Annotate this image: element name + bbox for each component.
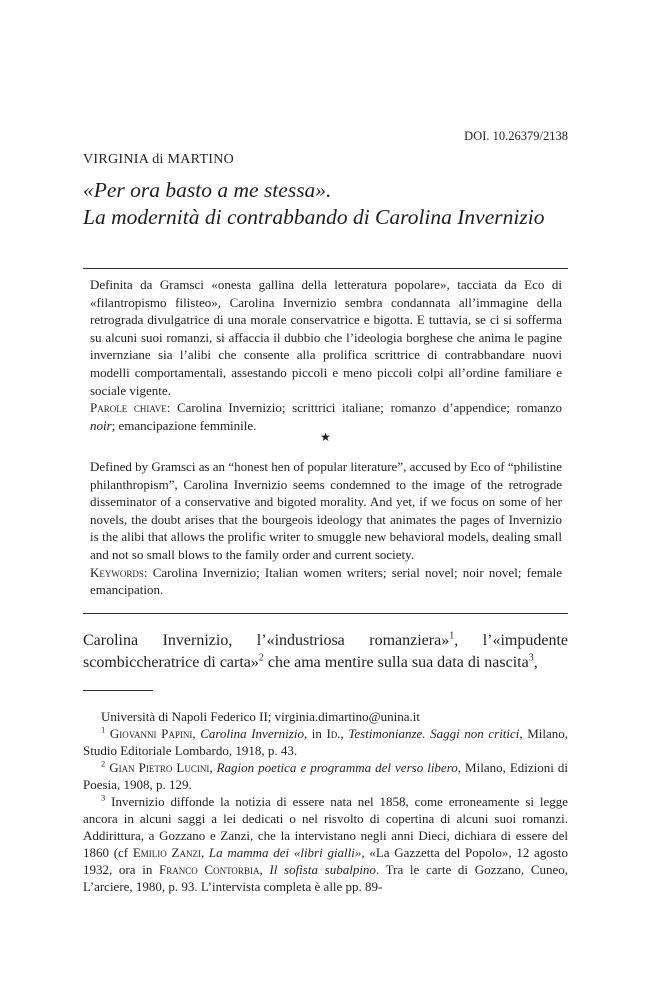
title-line-1: «Per ora basto a me stessa». xyxy=(83,178,332,202)
body-span: , l’«impudente scombiccheratrice di carta» xyxy=(83,632,569,671)
footnote-ref-3[interactable]: 3 xyxy=(528,652,534,664)
keywords-it-noir: noir xyxy=(90,417,112,433)
footnote-id: Id. xyxy=(326,726,341,741)
footnote-work: Testimonianze. Saggi non critici xyxy=(348,726,520,741)
keywords-label-it: Parole chiave xyxy=(90,400,167,416)
footnote-ref-1[interactable]: 1 xyxy=(449,630,455,642)
author-name: VIRGINIA di MARTINO xyxy=(83,152,235,167)
section-separator-star: ★ xyxy=(320,430,331,444)
footnote-ref-2[interactable]: 2 xyxy=(258,652,264,664)
abstract-italian xyxy=(90,276,562,434)
footnote-author: Giovanni Papini xyxy=(109,726,193,741)
footnote-author: Emilio Zanzi xyxy=(132,845,201,860)
body-text xyxy=(83,630,568,674)
footnote-text: . Tra le carte di Gozzano, Cuneo, L’arciere, 1980, p. 93. L’intervista completa è alle pp. 89- xyxy=(83,862,569,894)
fn-sep: , xyxy=(209,760,217,775)
article-title xyxy=(83,177,544,231)
footnote-text: Invernizio diffonde la notizia di essere nata nel 1858, come erroneamente si legge ancora in alcuni saggi a lei dedicati o nel risvolto di copertina di alcuni suoi romanzi. Addirittura, a Gozzano e Zanzi, che la intervistano negli anni Dieci, dichiara di essere del 1860 (cf xyxy=(83,794,569,860)
fn-sep: , xyxy=(200,845,209,860)
body-span: che ama mentire sulla sua data di nascita xyxy=(263,654,529,671)
body-span: Carolina Invernizio, l’«industriosa romanziera» xyxy=(83,632,450,649)
footnote-number: 2 xyxy=(101,758,106,769)
page xyxy=(83,0,568,985)
abstract-english-text: Defined by Gramsci as an “honest hen of popular literature”, accused by Eco of “philistine philanthropism”, Carolina Invernizio seems condemned to the image of the retrograde disseminator of a conservative and bigoted morality. And yet, if we focus on some of her novels, the doubt arises that the bourgeois ideology that animates the pages of Invernizio is the alibi that allows the prolific writer to smuggle new behavioral models, dealing small and not so small blows to the family order and current society. xyxy=(90,459,562,562)
keywords-it-text: : Carolina Invernizio; scrittrici italiane; romanzo d’appendice; romanzo xyxy=(166,400,562,416)
footnote-title: Ragion poetica e programma del verso libero xyxy=(216,760,458,775)
fn-sep: , xyxy=(259,862,270,877)
footnote-2 xyxy=(83,759,568,793)
body-span: , xyxy=(533,654,538,671)
footnote-title: Il sofista subalpino xyxy=(269,862,376,877)
footnote-author: Franco Contorbia xyxy=(159,862,260,877)
abstract-italian-text: Definita da Gramsci «onesta gallina della letteratura popolare», tacciata da Eco di «filantropismo filisteo», Carolina Invernizio sembra condannata all’immagine della retrograda divulgatrice di una morale conservatrice e bigotta. E tuttavia, se ci si sofferma su alcuni suoi romanzi, si affaccia il dubbio che l’ideologia borghese che anima le pagine invernziane sia l’alibi che consente alla prolifica scrittrice di contrabbandare nuovi modelli comportamentali, assestando piccoli e meno piccoli colpi all’ordine familiare e sociale vigente. xyxy=(90,277,562,398)
doi: DOI. 10.26379/2138 xyxy=(464,129,568,143)
footnote-title: Carolina Invernizio xyxy=(200,726,304,741)
affiliation: Università di Napoli Federico II; virginia.dimartino@unina.it xyxy=(101,709,420,724)
fn-sep: , in xyxy=(303,726,327,741)
footnote-number: 1 xyxy=(101,724,106,735)
fn-sep: , xyxy=(340,726,349,741)
keywords-it-end: ; emancipazione femminile. xyxy=(111,417,257,433)
footnote-title: La mamma dei «libri gialli» xyxy=(208,845,362,860)
footnote-text: , «La Gazzetta del Popolo», 12 agosto 1932, ora in xyxy=(83,845,569,877)
footnote-3 xyxy=(83,793,568,895)
footnotes xyxy=(83,708,568,895)
footnote-rest: , Milano, Studio Editoriale Lombardo, 1918, p. 43. xyxy=(83,726,569,758)
title-line-2: La modernità di contrabbando di Carolina Invernizio xyxy=(83,205,545,229)
abstract-english xyxy=(90,458,562,599)
footnote-number: 3 xyxy=(101,792,106,803)
footnote-rest: , Milano, Edizioni di Poesia, 1908, p. 129. xyxy=(83,760,569,792)
keywords-en-text: : Carolina Invernizio; Italian women writers; serial novel; noir novel; female emancipation. xyxy=(90,564,562,598)
fn-sep: , xyxy=(192,726,201,741)
keywords-english xyxy=(90,564,562,599)
footnote-author: Gian Pietro Lucini xyxy=(109,760,210,775)
footnote-1 xyxy=(83,725,568,759)
footnote-rule xyxy=(83,690,153,691)
keywords-label-en: Keywords xyxy=(90,564,144,580)
body-paragraph xyxy=(83,630,568,674)
